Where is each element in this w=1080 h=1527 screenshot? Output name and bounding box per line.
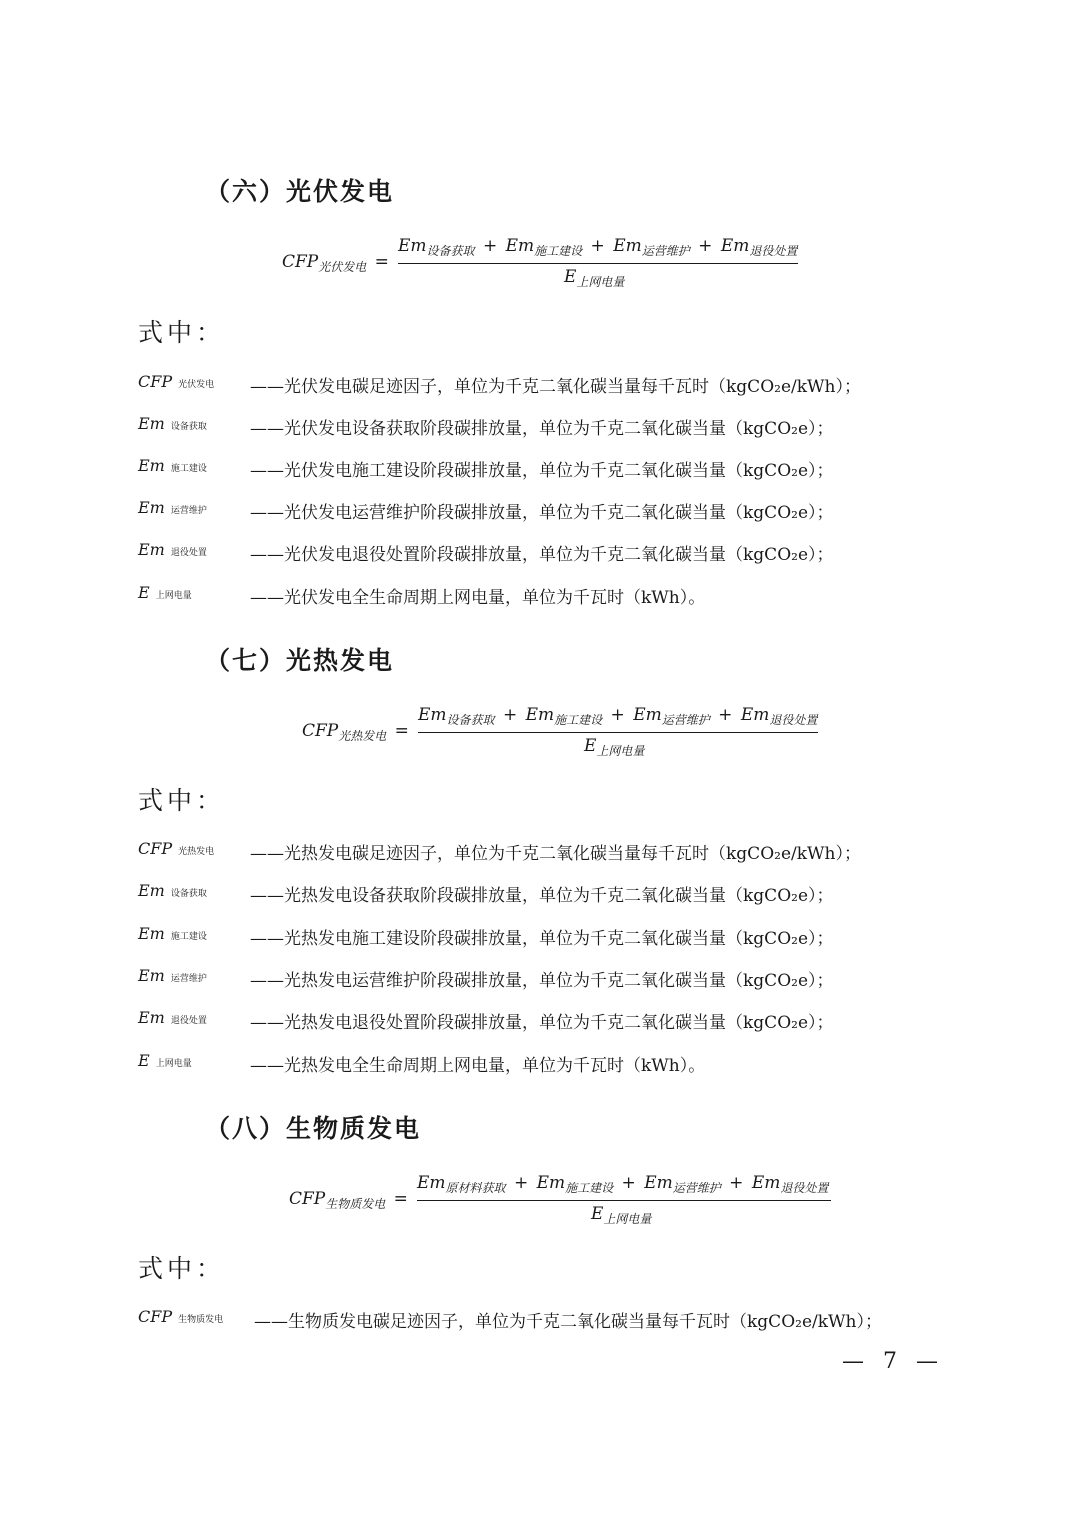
formula-denominator: $E_{上网电量}$ — [584, 736, 645, 758]
formula-lhs: $CFP_{光热发电}$ = — [302, 721, 409, 743]
fraction-bar — [418, 732, 818, 733]
definition-row: Em 退役处置 ——光热发电退役处置阶段碳排放量，单位为千克二氧化碳当量（kgCO₂e）； — [138, 1008, 834, 1033]
where-label: 式中： — [138, 1254, 226, 1283]
definition-row: Em 设备获取 ——光伏发电设备获取阶段碳排放量，单位为千克二氧化碳当量（kgCO₂e）； — [138, 414, 834, 439]
formula-denominator: $E_{上网电量}$ — [591, 1204, 652, 1226]
formula-8 — [289, 1173, 839, 1233]
fraction-bar — [398, 263, 798, 264]
where-label: 式中： — [138, 786, 226, 815]
definition-row: CFP 光伏发电 ——光伏发电碳足迹因子，单位为千克二氧化碳当量每千瓦时（kgCO₂e/kWh）； — [138, 372, 861, 397]
definition-row: E上网电量 ——光伏发电全生命周期上网电量，单位为千瓦时（kWh）。 — [138, 583, 706, 608]
formula-lhs: $CFP_{光伏发电}$ = — [282, 252, 389, 274]
definition-row: Em 施工建设 ——光伏发电施工建设阶段碳排放量，单位为千克二氧化碳当量（kgCO₂e）； — [138, 456, 834, 481]
formula-denominator: $E_{上网电量}$ — [564, 267, 625, 289]
definition-row: CFP 生物质发电 ——生物质发电碳足迹因子，单位为千克二氧化碳当量每千瓦时（kgCO₂e/kWh）； — [138, 1307, 882, 1332]
formula-numerator: $Em_{设备获取} + Em_{施工建设} + Em_{运营维护} + Em_{退役处置}$ — [418, 705, 818, 727]
section-heading-8: （八）生物质发电 — [205, 1114, 422, 1143]
section-heading-6: （六）光伏发电 — [205, 177, 395, 206]
definition-row: Em 运营维护 ——光伏发电运营维护阶段碳排放量，单位为千克二氧化碳当量（kgCO₂e）； — [138, 498, 834, 523]
formula-6 — [282, 236, 812, 296]
fraction-bar — [417, 1200, 831, 1201]
definition-row: Em 设备获取 ——光热发电设备获取阶段碳排放量，单位为千克二氧化碳当量（kgCO₂e）； — [138, 881, 834, 906]
definition-row: Em 退役处置 ——光伏发电退役处置阶段碳排放量，单位为千克二氧化碳当量（kgCO₂e）； — [138, 540, 834, 565]
formula-numerator: $Em_{原材料获取} + Em_{施工建设} + Em_{运营维护} + Em_{退役处置}$ — [417, 1173, 829, 1195]
definition-row: Em 运营维护 ——光热发电运营维护阶段碳排放量，单位为千克二氧化碳当量（kgCO₂e）； — [138, 966, 834, 991]
formula-numerator: $Em_{设备获取} + Em_{施工建设} + Em_{运营维护} + Em_{退役处置}$ — [398, 236, 798, 258]
definition-row: CFP 光热发电 ——光热发电碳足迹因子，单位为千克二氧化碳当量每千瓦时（kgCO₂e/kWh）； — [138, 839, 861, 864]
formula-lhs: $CFP_{生物质发电}$ = — [289, 1189, 408, 1211]
section-heading-7: （七）光热发电 — [205, 646, 395, 675]
page-number: — 7 — — [842, 1349, 944, 1374]
definition-row: Em 施工建设 ——光热发电施工建设阶段碳排放量，单位为千克二氧化碳当量（kgCO₂e）； — [138, 924, 834, 949]
definition-row: E上网电量 ——光热发电全生命周期上网电量，单位为千瓦时（kWh）。 — [138, 1051, 706, 1076]
where-label: 式中： — [138, 318, 226, 347]
formula-7 — [302, 705, 832, 765]
